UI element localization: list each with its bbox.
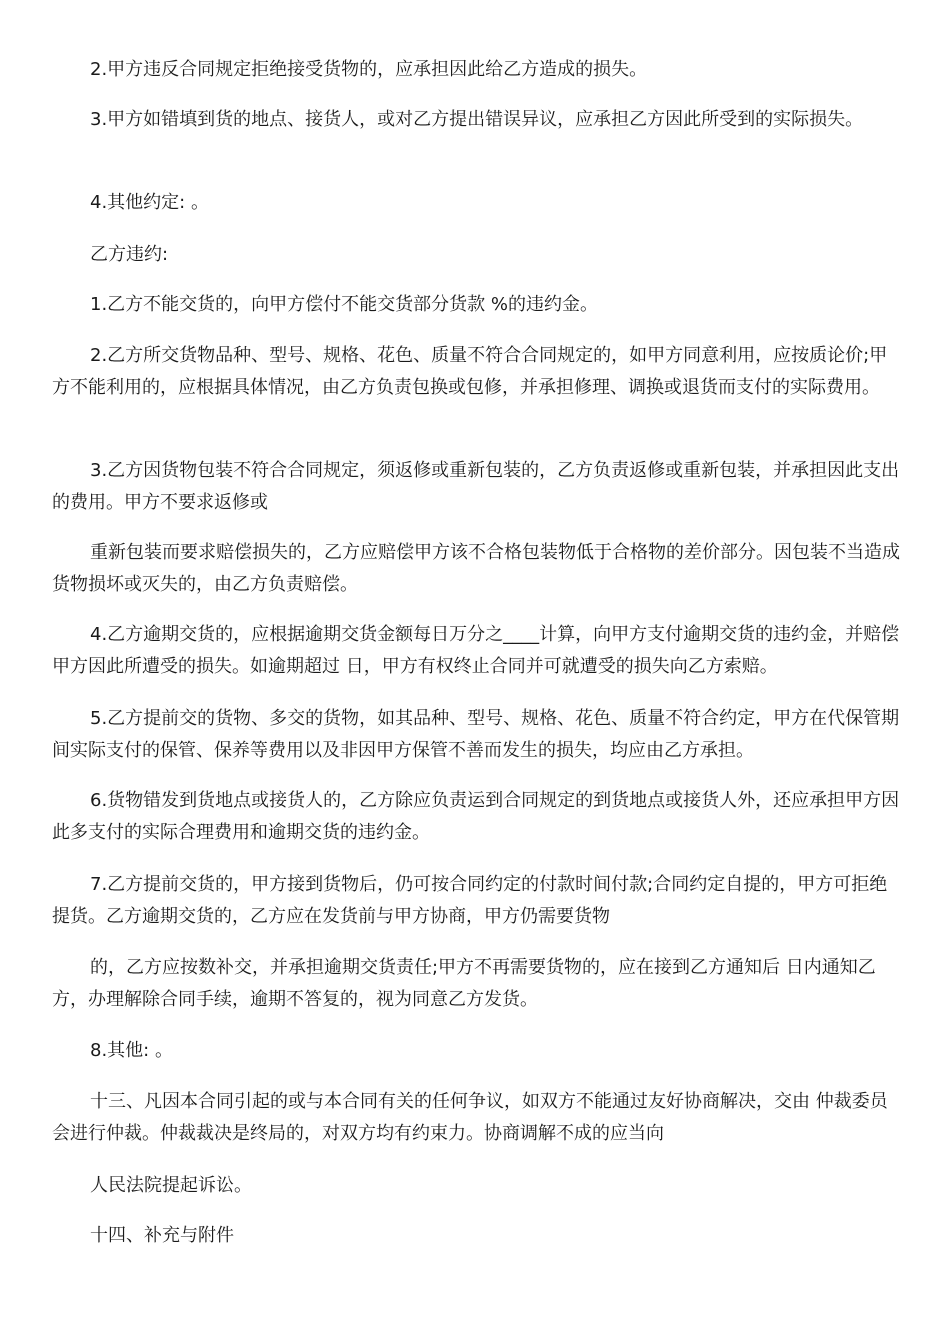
paragraph-supplement-heading: 十四、补充与附件 <box>90 1225 234 1246</box>
paragraph-dispute-resolution: 十三、凡因本合同引起的或与本合同有关的任何争议，如双方不能通过友好协商解决，交由 仲裁委员会进行仲裁。仲裁裁决是终局的，对双方均有约束力。协商调解不成的应当向 <box>52 1091 888 1144</box>
paragraph-other-agreements: 4.其他约定: 。 <box>90 192 209 213</box>
paragraph-seller-8: 8.其他: 。 <box>90 1040 173 1061</box>
paragraph-seller-7-continued: 的，乙方应按数补交，并承担逾期交货责任;甲方不再需要货物的，应在接到乙方通知后 日内通知乙方，办理解除合同手续，逾期不答复的，视为同意乙方发货。 <box>52 957 876 1010</box>
paragraph-wrong-delivery-info: 3.甲方如错填到货的地点、接货人，或对乙方提出错误异议，应承担乙方因此所受到的实际损失。 <box>90 109 864 130</box>
paragraph-seller-breach-heading: 乙方违约: <box>90 244 169 265</box>
paragraph-seller-7: 7.乙方提前交货的，甲方接到货物后，仍可按合同约定的付款时间付款;合同约定自提的，甲方可拒绝提货。乙方逾期交货的，乙方应在发货前与甲方协商，甲方仍需要货物 <box>52 874 888 927</box>
paragraph-dispute-continued: 人民法院提起诉讼。 <box>90 1175 252 1196</box>
paragraph-breach-refuse-goods: 2.甲方违反合同规定拒绝接受货物的，应承担因此给乙方造成的损失。 <box>90 59 648 80</box>
paragraph-seller-4: 4.乙方逾期交货的，应根据逾期交货金额每日万分之____计算，向甲方支付逾期交货的违约金，并赔偿甲方因此所遭受的损失。如逾期超过 日，甲方有权终止合同并可就遭受的损失向乙方索赔。 <box>52 624 900 677</box>
paragraph-seller-2: 2.乙方所交货物品种、型号、规格、花色、质量不符合合同规定的，如甲方同意利用，应按质论价;甲方不能利用的，应根据具体情况，由乙方负责包换或包修，并承担修理、调换或退货而支付的实际费用。 <box>52 345 888 398</box>
paragraph-seller-5: 5.乙方提前交的货物、多交的货物，如其品种、型号、规格、花色、质量不符合约定，甲方在代保管期间实际支付的保管、保养等费用以及非因甲方保管不善而发生的损失，均应由乙方承担。 <box>52 708 900 761</box>
paragraph-seller-3-continued: 重新包装而要求赔偿损失的，乙方应赔偿甲方该不合格包装物低于合格物的差价部分。因包装不当造成货物损坏或灭失的，由乙方负责赔偿。 <box>52 542 900 595</box>
paragraph-seller-3: 3.乙方因货物包装不符合合同规定，须返修或重新包装的，乙方负责返修或重新包装，并承担因此支出的费用。甲方不要求返修或 <box>52 460 900 513</box>
paragraph-seller-1: 1.乙方不能交货的，向甲方偿付不能交货部分货款 %的违约金。 <box>90 294 598 315</box>
paragraph-seller-6: 6.货物错发到货地点或接货人的，乙方除应负责运到合同规定的到货地点或接货人外，还应承担甲方因此多支付的实际合理费用和逾期交货的违约金。 <box>52 790 900 843</box>
